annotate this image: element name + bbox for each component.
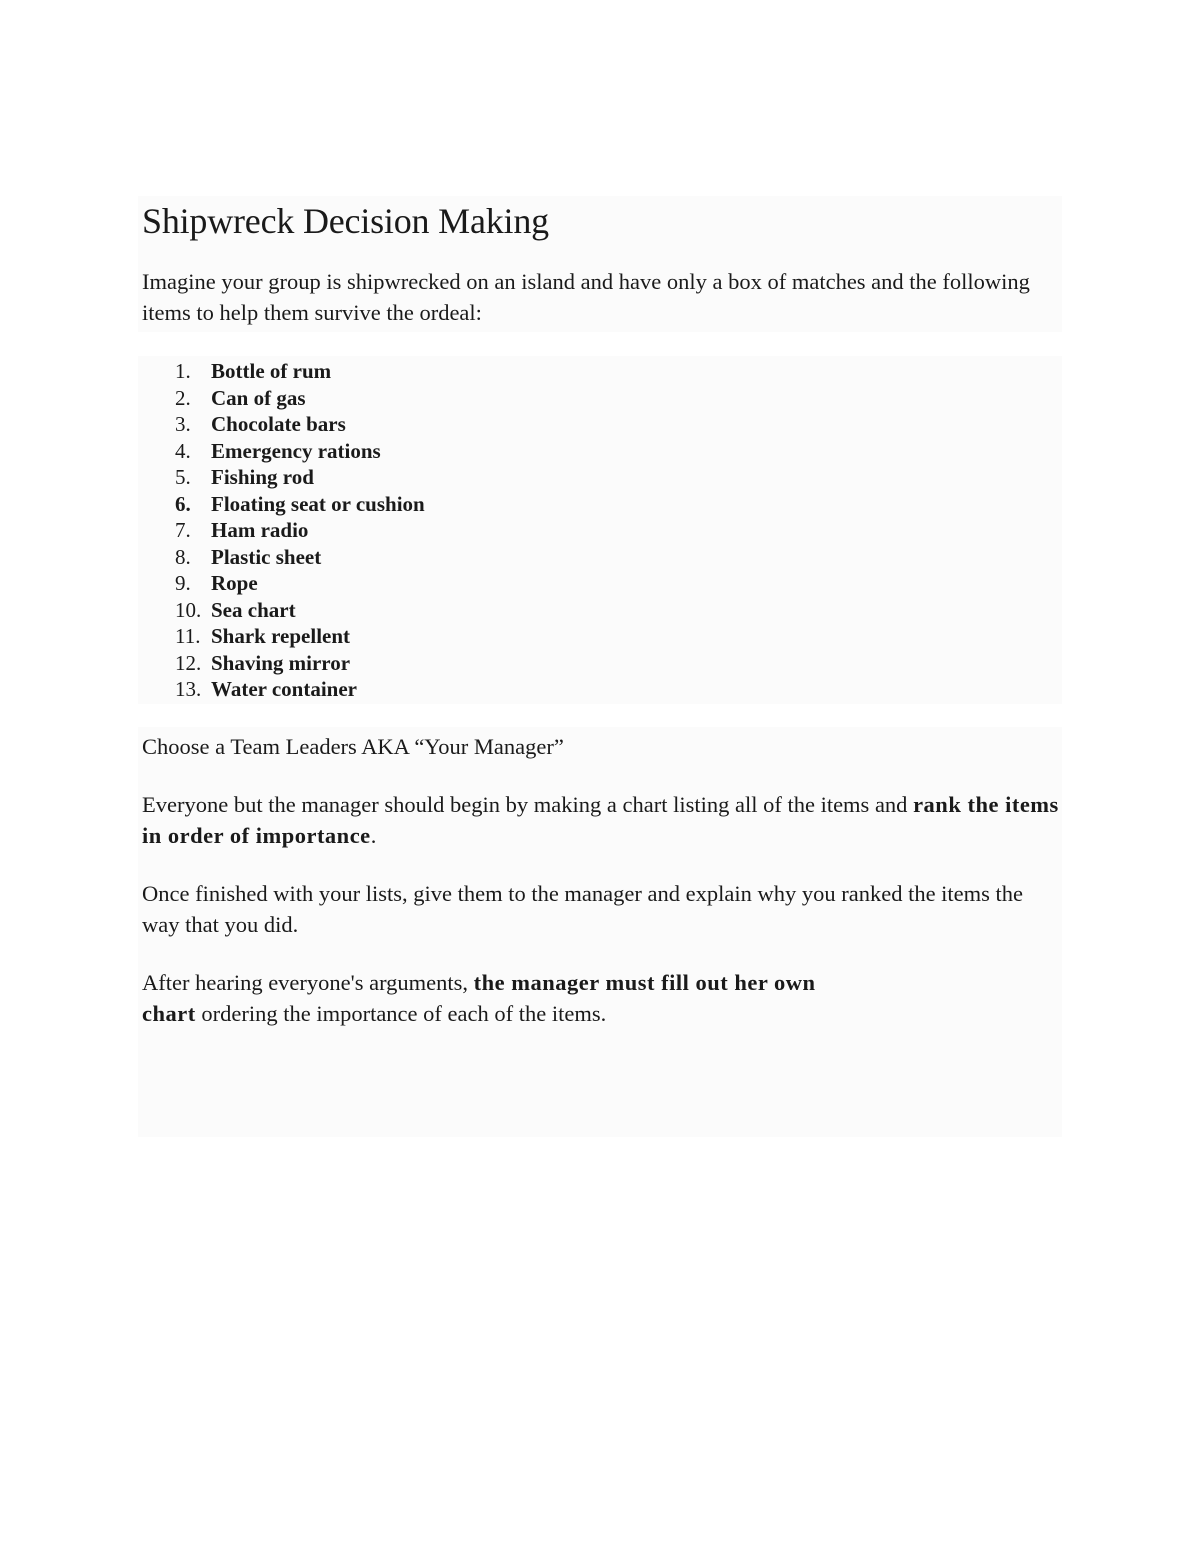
intro-paragraph: Imagine your group is shipwrecked on an island and have only a box of matches and the following items to help them survive the ordeal:: [142, 269, 1030, 325]
item-number: 1.: [175, 359, 191, 383]
item-label: Emergency rations: [211, 438, 381, 463]
ranking-emphasis: rank the items in order of importance: [142, 792, 1059, 848]
item-number: 3.: [175, 412, 191, 436]
item-label: Shark repellent: [211, 624, 351, 648]
ranking-text: Everyone but the manager should begin by making a chart listing all of the items and: [142, 792, 914, 817]
team-leader-paragraph: Choose a Team Leaders AKA “Your Manager”: [142, 734, 564, 759]
item-label: Plastic sheet: [211, 544, 322, 569]
manager-text: After hearing everyone's arguments,: [142, 970, 474, 995]
lists-paragraph: Once finished with your lists, give them to the manager and explain why you ranked the items the way that you did.: [142, 881, 1024, 937]
title-section: [138, 196, 1062, 332]
item-number: 9.: [175, 571, 191, 595]
item-label: Bottle of rum: [211, 359, 332, 383]
items-section: [138, 356, 1062, 704]
document-title: Shipwreck Decision Making: [142, 201, 549, 241]
item-label: Water container: [211, 677, 357, 701]
item-label: Rope: [211, 571, 258, 595]
item-number: 5.: [175, 465, 191, 489]
item-number: 10.: [175, 597, 202, 622]
item-number: 2.: [175, 385, 191, 410]
item-label: Floating seat or cushion: [211, 491, 425, 516]
manager-paragraph: [142, 967, 1062, 1029]
instructions-section: [138, 727, 1062, 1137]
ranking-paragraph: [142, 789, 1062, 851]
item-number: 11.: [175, 624, 201, 648]
item-label: Chocolate bars: [211, 412, 346, 436]
item-label: Sea chart: [211, 597, 296, 622]
manager-end: ordering the importance of each of the items.: [195, 1001, 607, 1026]
item-label: Ham radio: [211, 518, 309, 542]
item-label: Fishing rod: [211, 465, 314, 489]
item-number: 13.: [175, 677, 202, 701]
manager-emphasis-chart: chart: [142, 1001, 196, 1026]
item-number: 7.: [175, 518, 191, 542]
item-number: 8.: [175, 544, 191, 569]
manager-emphasis: the manager must fill out her own: [473, 970, 816, 995]
item-number: 4.: [175, 438, 191, 463]
item-label: Can of gas: [211, 385, 306, 410]
item-number: 6.: [175, 491, 191, 516]
item-number: 12.: [175, 650, 202, 675]
item-label: Shaving mirror: [211, 650, 351, 675]
ranking-end: .: [370, 823, 377, 848]
